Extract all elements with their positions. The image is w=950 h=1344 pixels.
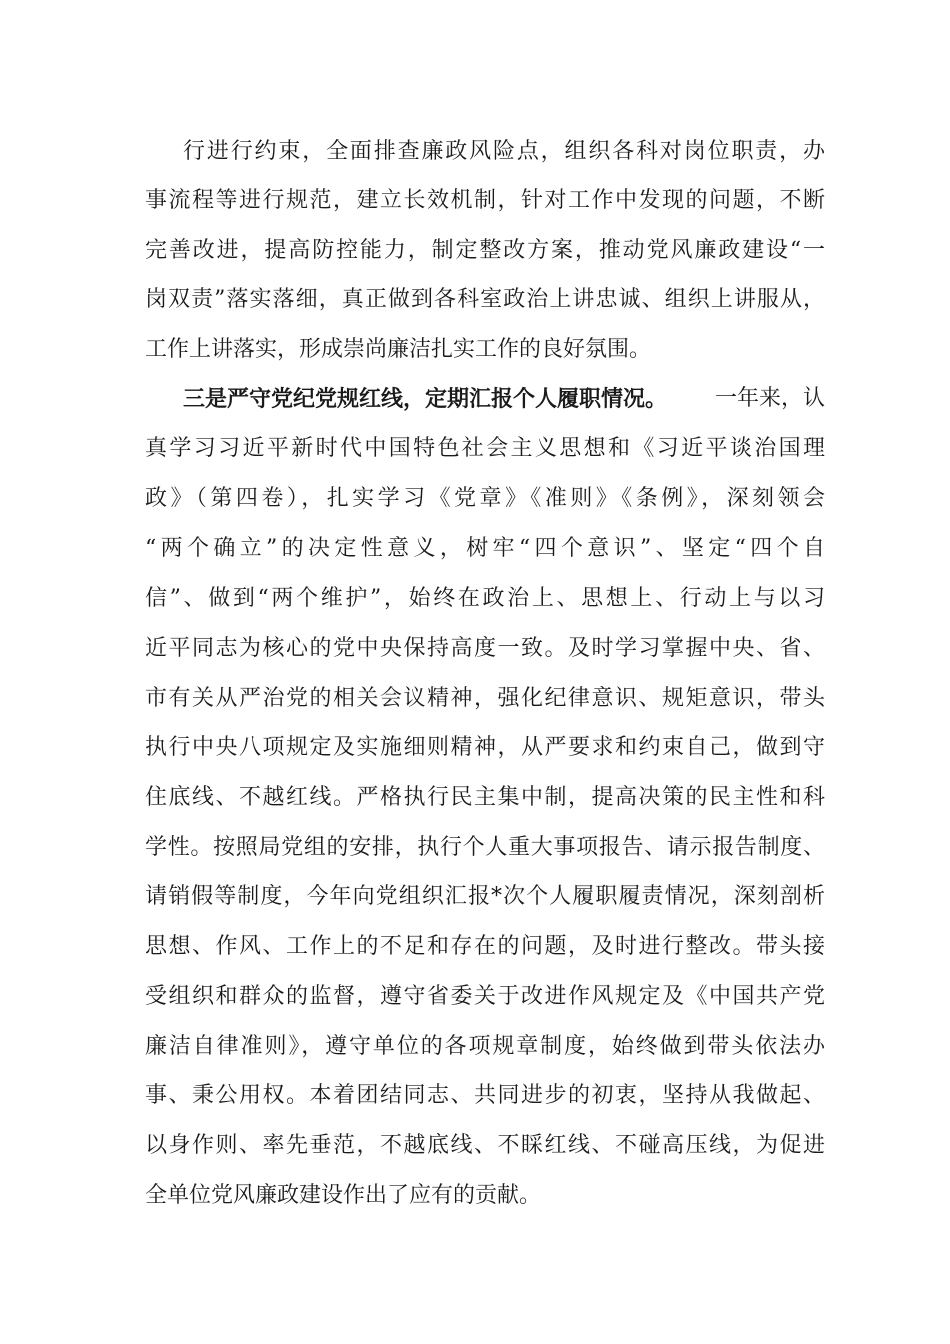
paragraph-2-line-3: 政》（第四卷），扎实学习《党章》《准则》《条例》，深刻领会 — [145, 486, 825, 511]
paragraph-2-line-11: 请销假等制度，今年向党组织汇报*次个人履职履责情况，深刻剖析 — [145, 884, 825, 909]
paragraph-2-line-7: 市有关从严治党的相关会议精神，强化纪律意识、规矩意识，带头 — [145, 686, 825, 711]
paragraph-1-line-1: 行进行约束，全面排查廉政风险点，组织各科对岗位职责，办 — [183, 139, 825, 164]
paragraph-2-line-1-rest: 一年来，认 — [714, 386, 825, 411]
paragraph-2-line-14: 廉洁自律准则》，遵守单位的各项规章制度，始终做到带头依法办 — [145, 1034, 825, 1059]
paragraph-2-line-13: 受组织和群众的监督，遵守省委关于改进作风规定及《中国共产党 — [145, 984, 825, 1009]
paragraph-2-line-8: 执行中央八项规定及实施细则精神，从严要求和约束自己，做到守 — [145, 735, 825, 760]
paragraph-2-line-6: 近平同志为核心的党中央保持高度一致。及时学习掌握中央、省、 — [145, 636, 825, 661]
paragraph-1-line-4: 岗双责”落实落细，真正做到各科室政治上讲忠诚、组织上讲服从， — [145, 287, 825, 312]
paragraph-2-line-12: 思想、作风、工作上的不足和存在的问题，及时进行整改。带头接 — [145, 934, 825, 959]
paragraph-1-line-2: 事流程等进行规范，建立长效机制，针对工作中发现的问题，不断 — [145, 188, 825, 213]
section-heading: 三是严守党纪党规红线，定期汇报个人履职情况。 — [183, 386, 668, 412]
paragraph-2-line-16: 以身作则、率先垂范，不越底线、不睬红线、不碰高压线，为促进 — [145, 1133, 825, 1158]
paragraph-1-line-5: 工作上讲落实，形成崇尚廉洁扎实工作的良好氛围。 — [145, 337, 652, 362]
paragraph-1-line-3: 完善改进，提高防控能力，制定整改方案，推动党风廉政建设“一 — [145, 238, 825, 263]
paragraph-2-line-17: 全单位党风廉政建设作出了应有的贡献。 — [145, 1183, 542, 1208]
paragraph-2-line-15: 事、秉公用权。本着团结同志、共同进步的初衷，坚持从我做起、 — [145, 1083, 825, 1108]
paragraph-2-line-4: “两个确立”的决定性意义，树牢“四个意识”、坚定“四个自 — [145, 536, 825, 561]
paragraph-2-line-10: 学性。按照局党组的安排，执行个人重大事项报告、请示报告制度、 — [145, 835, 825, 860]
paragraph-2-line-1 — [183, 384, 825, 414]
paragraph-2-line-9: 住底线、不越红线。严格执行民主集中制，提高决策的民主性和科 — [145, 785, 825, 810]
paragraph-2-line-5: 信”、做到“两个维护”，始终在政治上、思想上、行动上与以习 — [145, 586, 825, 611]
paragraph-2-line-2: 真学习习近平新时代中国特色社会主义思想和《习近平谈治国理 — [145, 436, 825, 461]
